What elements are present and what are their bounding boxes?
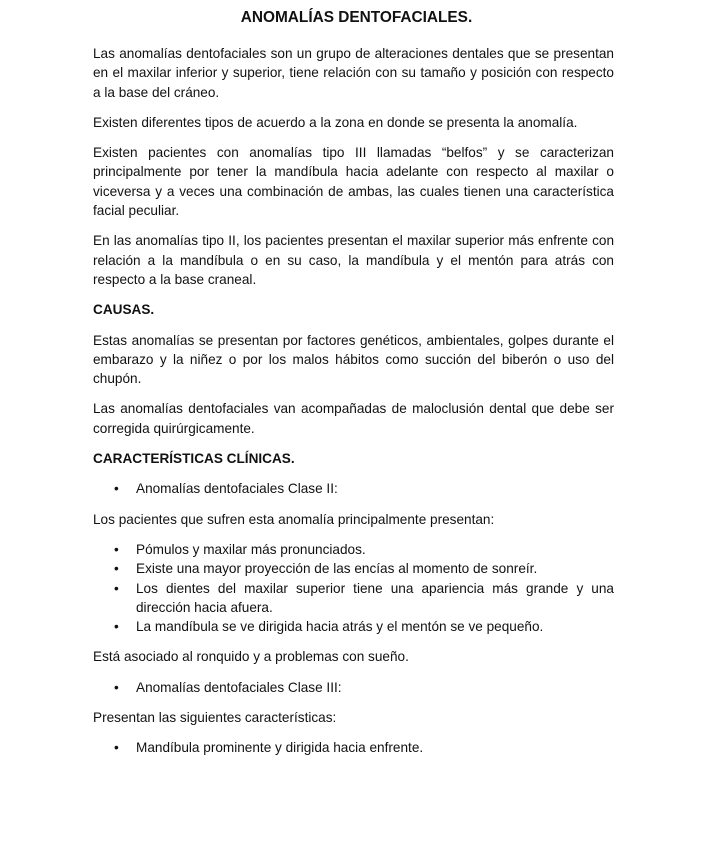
bullet-icon: • <box>114 679 119 695</box>
paragraph-ronquido: Está asociado al ronquido y a problemas con sueño. <box>93 649 409 665</box>
paragraph-clase-ii-intro: Los pacientes que sufren esta anomalía principalmente presentan: <box>93 511 495 527</box>
document-page <box>93 8 614 769</box>
paragraph-causas: Estas anomalías se presentan por factores genéticos, ambientales, golpes durante el embarazo y la niñez o por los malos hábitos como succión del biberón o uso del chupón. <box>93 332 614 387</box>
list-clase-iii-label <box>93 678 614 697</box>
list-item <box>93 738 614 757</box>
bullet-icon: • <box>114 541 119 557</box>
paragraph-clase-iii-intro: Presentan las siguientes características: <box>93 710 337 726</box>
document-title: ANOMALÍAS DENTOFACIALES. <box>240 9 473 26</box>
list-item <box>93 559 614 578</box>
heading-caracteristicas: CARACTERÍSTICAS CLÍNICAS. <box>93 451 295 467</box>
paragraph-tipo-iii: Existen pacientes con anomalías tipo III llamadas “belfos” y se caracterizan principalmente por tener la mandíbula hacia adelante con respecto al maxilar o viceversa y a veces una combinación de ambas, las cuales tienen una característica facial peculiar. <box>93 145 614 219</box>
list-item <box>93 617 614 636</box>
list-item-text: Anomalías dentofaciales Clase III: <box>136 679 342 695</box>
bullet-icon: • <box>114 740 119 756</box>
paragraph-tipo-ii: En las anomalías tipo II, los pacientes presentan el maxilar superior más enfrente con relación a la mandíbula o en su caso, la mandíbula y el mentón para atrás con respecto a la base craneal. <box>93 233 614 287</box>
list-item-text: Los dientes del maxilar superior tiene una apariencia más grande y una dirección hacia afuera. <box>136 580 614 615</box>
paragraph-intro: Las anomalías dentofaciales son un grupo de alteraciones dentales que se presentan en el maxilar inferior y superior, tiene relación con su tamaño y posición con respecto a la base del cráneo. <box>93 46 614 100</box>
list-item <box>93 678 614 697</box>
list-item-text: La mandíbula se ve dirigida hacia atrás y el mentón se ve pequeño. <box>136 619 544 635</box>
bullet-icon: • <box>114 561 119 577</box>
bullet-icon: • <box>114 481 119 497</box>
paragraph-tipos: Existen diferentes tipos de acuerdo a la zona en donde se presenta la anomalía. <box>93 114 578 130</box>
list-item <box>93 479 614 498</box>
list-item <box>93 579 614 618</box>
heading-causas: CAUSAS. <box>93 302 155 318</box>
list-item-text: Anomalías dentofaciales Clase II: <box>136 481 338 497</box>
list-clase-iii-items <box>93 738 614 757</box>
list-clase-ii-items <box>93 540 614 636</box>
bullet-icon: • <box>114 580 119 596</box>
list-item-text: Existe una mayor proyección de las encías al momento de sonreír. <box>136 561 538 577</box>
list-clase-ii-label <box>93 479 614 498</box>
paragraph-maloclusion: Las anomalías dentofaciales van acompañadas de maloclusión dental que debe ser corregida quirúrgicamente. <box>93 401 614 436</box>
list-item <box>93 540 614 559</box>
bullet-icon: • <box>114 619 119 635</box>
list-item-text: Pómulos y maxilar más pronunciados. <box>136 541 366 557</box>
list-item-text: Mandíbula prominente y dirigida hacia enfrente. <box>136 740 424 756</box>
